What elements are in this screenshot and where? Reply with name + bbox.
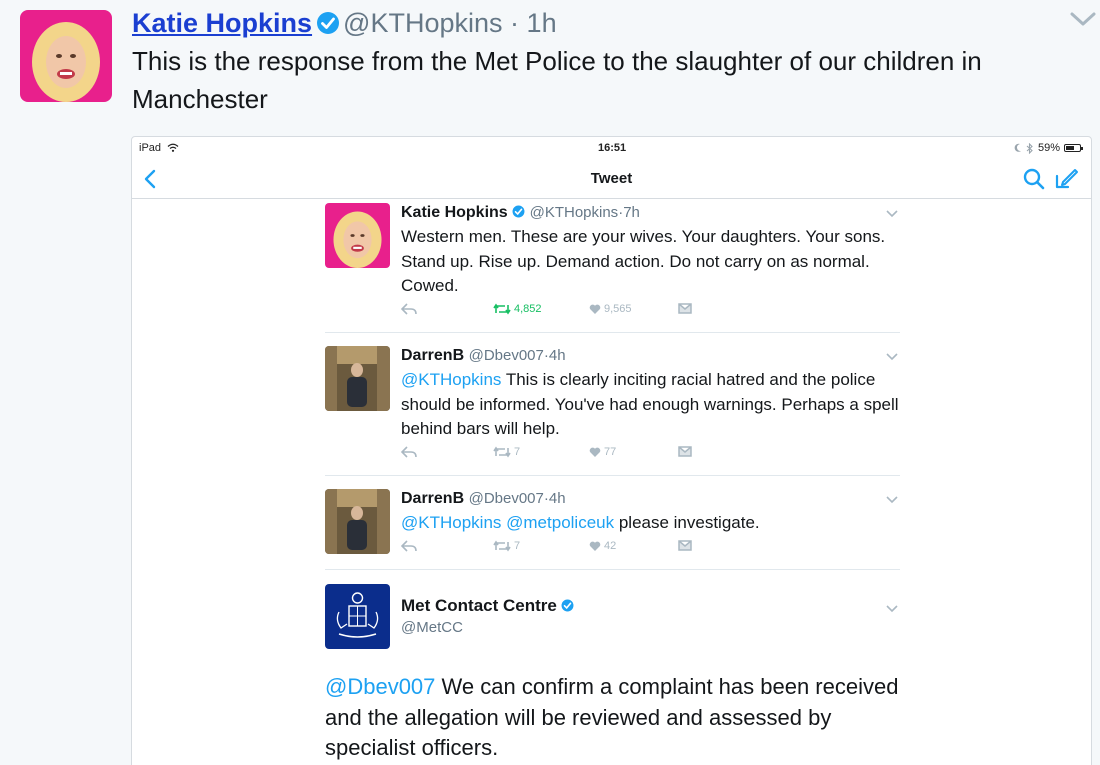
met-tweet-text xyxy=(325,672,925,764)
nav-title: Tweet xyxy=(590,170,633,187)
chevron-down-icon[interactable] xyxy=(1068,8,1098,30)
message-icon xyxy=(678,540,692,551)
message-icon xyxy=(678,446,692,457)
tweet-header xyxy=(401,489,566,509)
mention-link[interactable]: @KTHopkins xyxy=(401,370,502,389)
tweet-actions xyxy=(401,303,701,319)
bluetooth-icon xyxy=(1026,143,1034,154)
chevron-down-icon[interactable] xyxy=(885,604,899,614)
tweet-avatar[interactable] xyxy=(325,489,390,554)
chevron-down-icon[interactable] xyxy=(885,495,899,505)
compose-icon[interactable] xyxy=(1054,167,1080,191)
separator: · xyxy=(543,490,549,507)
reply-icon xyxy=(401,540,417,552)
message-button[interactable] xyxy=(678,303,692,314)
reply-button[interactable] xyxy=(401,303,417,315)
like-count: 9,565 xyxy=(604,303,632,315)
tweet-text xyxy=(401,511,901,536)
status-bar xyxy=(132,137,1091,159)
like-button[interactable] xyxy=(589,303,632,315)
tweet-handle: @Dbev007 xyxy=(468,490,544,507)
tweet-author-name[interactable]: DarrenB xyxy=(401,347,465,364)
tweet-divider xyxy=(325,332,900,333)
retweet-count: 7 xyxy=(514,446,521,458)
retweet-button[interactable] xyxy=(493,303,542,315)
message-button[interactable] xyxy=(678,540,692,551)
darren-avatar-image xyxy=(325,489,390,554)
navigation-bar xyxy=(132,159,1091,199)
tweet-avatar[interactable] xyxy=(325,203,390,268)
katie-avatar-image xyxy=(325,203,390,268)
like-icon xyxy=(589,447,601,458)
device-label: iPad xyxy=(139,142,162,154)
message-icon xyxy=(678,303,692,314)
mention-link[interactable]: @metpoliceuk xyxy=(506,513,615,532)
like-button[interactable] xyxy=(589,540,616,552)
author-avatar[interactable] xyxy=(20,10,112,102)
separator: · xyxy=(543,347,549,364)
tweet-actions xyxy=(401,446,701,462)
tweet-divider xyxy=(325,569,900,570)
separator: · xyxy=(618,204,624,221)
tweet-handle: @KTHopkins xyxy=(529,204,619,221)
wifi-icon xyxy=(167,143,179,152)
retweet-icon xyxy=(493,540,511,552)
like-count: 42 xyxy=(604,540,617,552)
reply-button[interactable] xyxy=(401,540,417,552)
tweet-header xyxy=(401,203,640,223)
separator: · xyxy=(510,8,520,38)
battery-icon xyxy=(1064,144,1081,152)
mention-link[interactable]: @Dbev007 xyxy=(325,674,436,699)
tweet-time: 7h xyxy=(623,204,640,221)
reply-icon xyxy=(401,303,417,315)
like-icon xyxy=(589,541,601,552)
tweet-avatar[interactable] xyxy=(325,346,390,411)
tweet-handle: @MetCC xyxy=(401,619,463,636)
tweet-timestamp[interactable]: 1h xyxy=(526,8,557,38)
like-button[interactable] xyxy=(589,446,616,458)
retweet-button[interactable] xyxy=(493,446,520,458)
verified-badge-icon xyxy=(316,11,340,35)
battery-percentage: 59% xyxy=(1037,142,1060,154)
status-time: 16:51 xyxy=(598,142,627,154)
battery-tip xyxy=(1081,147,1083,150)
battery-fill xyxy=(1066,146,1074,150)
status-device xyxy=(139,142,179,154)
met-crest-icon xyxy=(325,584,390,649)
darren-avatar-image xyxy=(325,346,390,411)
like-icon xyxy=(589,304,601,315)
retweet-count: 7 xyxy=(514,540,521,552)
tweet-header xyxy=(401,596,574,617)
verified-badge-icon xyxy=(561,599,574,612)
tweet-body: please investigate. xyxy=(614,513,760,532)
tweet-body: We can confirm a complaint has been received and the allegation will be reviewed and assessed by specialist officers. xyxy=(325,674,899,760)
tweet-time: 4h xyxy=(548,347,566,364)
met-avatar[interactable] xyxy=(325,584,390,649)
tweet-body: This is clearly inciting racial hatred and the police should be informed. You've had enough warnings. Perhaps a spell behind bars will help. xyxy=(401,370,899,438)
retweet-icon xyxy=(493,446,511,458)
tweet-time: 4h xyxy=(548,490,566,507)
author-avatar-image xyxy=(20,10,112,102)
tweet-actions xyxy=(401,540,701,556)
chevron-down-icon[interactable] xyxy=(885,209,899,219)
retweet-button[interactable] xyxy=(493,540,520,552)
tweet-text: Western men. These are your wives. Your daughters. Your sons. Stand up. Rise up. Demand action. Do not carry on as normal. Cowed. xyxy=(401,227,886,295)
like-count: 77 xyxy=(604,446,617,458)
tweet-author-name[interactable]: Met Contact Centre xyxy=(401,596,557,615)
tweet-handle: @Dbev007 xyxy=(468,347,544,364)
author-handle: @KTHopkins xyxy=(343,8,503,38)
tweet-text: This is the response from the Met Police to the slaughter of our children in Manchester xyxy=(132,46,982,114)
reply-button[interactable] xyxy=(401,446,417,458)
tweet-text xyxy=(401,368,901,442)
author-name-link[interactable]: Katie Hopkins xyxy=(132,8,313,38)
tweet-author-name[interactable]: DarrenB xyxy=(401,490,465,507)
tweet-divider xyxy=(325,475,900,476)
message-button[interactable] xyxy=(678,446,692,457)
retweet-count: 4,852 xyxy=(514,303,542,315)
verified-badge-icon xyxy=(512,205,525,218)
retweet-icon xyxy=(493,303,511,315)
status-right xyxy=(1014,142,1081,154)
mention-link[interactable]: @KTHopkins xyxy=(401,513,502,532)
search-icon[interactable] xyxy=(1022,167,1046,191)
reply-icon xyxy=(401,446,417,458)
tweet-header xyxy=(132,6,557,40)
tweet-author-name[interactable]: Katie Hopkins xyxy=(401,204,508,221)
tweet-header xyxy=(401,346,566,366)
moon-icon xyxy=(1014,143,1022,153)
chevron-down-icon[interactable] xyxy=(885,352,899,362)
embedded-screenshot[interactable] xyxy=(131,136,1092,765)
